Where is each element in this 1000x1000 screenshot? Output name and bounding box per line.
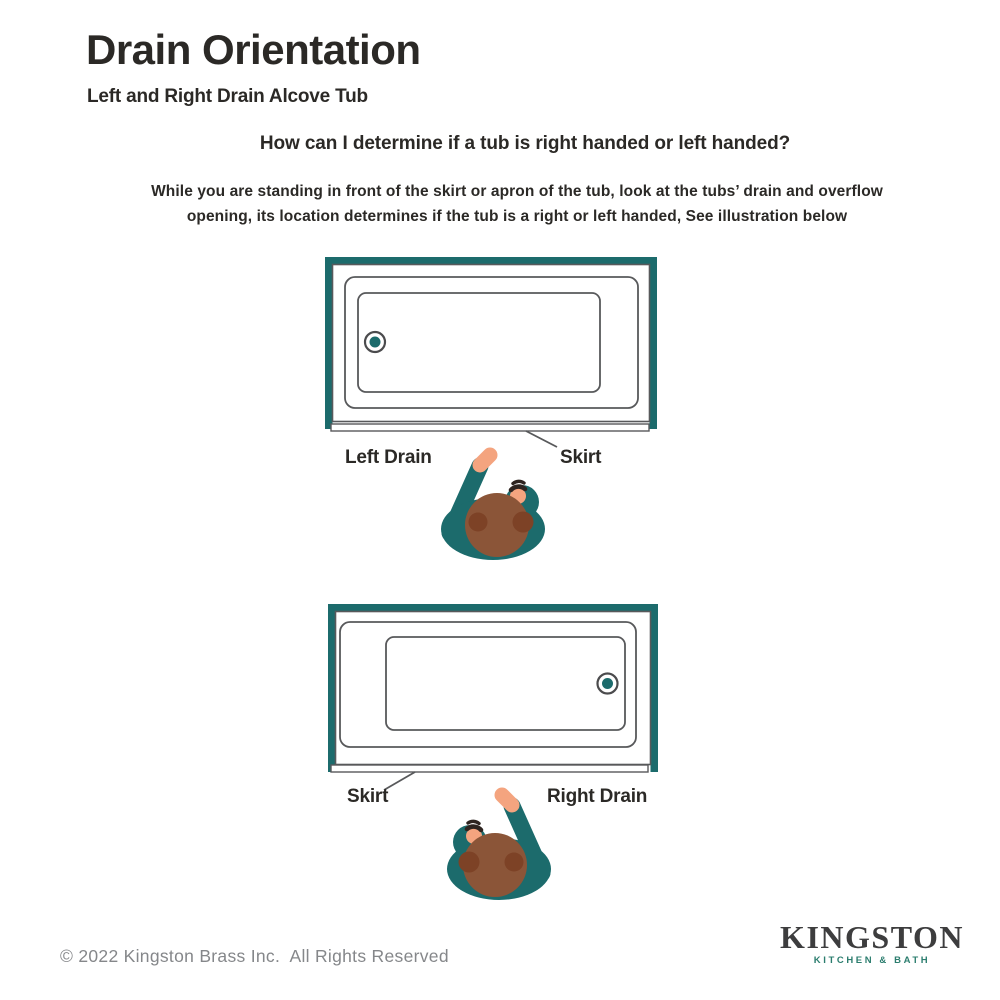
question-heading: How can I determine if a tub is right handed or left handed? — [259, 133, 791, 154]
person-figure-top — [430, 445, 570, 570]
person-hand — [480, 455, 490, 465]
intro-paragraph — [34, 179, 1000, 229]
intro-paragraph-line2: opening, its location determines if the tub is a right or left handed, See illustration below — [186, 208, 848, 225]
label-skirt-top: Skirt — [560, 447, 602, 468]
brand-wordmark: KINGSTON — [780, 919, 964, 955]
page-subtitle: Left and Right Drain Alcove Tub — [87, 86, 368, 107]
alcove-wall-left — [325, 257, 333, 429]
kingston-logo — [773, 920, 971, 966]
left-drain-tub-diagram — [300, 245, 700, 457]
alcove-wall-right — [650, 257, 658, 429]
tub-skirt — [331, 424, 649, 431]
label-skirt-bottom: Skirt — [347, 786, 389, 807]
tub-basin — [386, 637, 625, 730]
tub-basin — [358, 293, 600, 392]
person-figure-bottom — [422, 785, 562, 910]
alcove-wall-right — [651, 604, 659, 772]
right-drain-tub-diagram — [300, 592, 700, 804]
page-title: Drain Orientation — [86, 26, 421, 73]
tub-skirt — [331, 765, 648, 772]
intro-paragraph-line1: While you are standing in front of the skirt or apron of the tub, look at the tubs’ drain and overflow — [151, 183, 883, 200]
alcove-wall-top — [325, 257, 657, 265]
label-left-drain: Left Drain — [345, 447, 432, 468]
alcove-wall-left — [328, 604, 336, 772]
person-ear-left — [469, 513, 488, 532]
label-right-drain: Right Drain — [547, 786, 648, 807]
person-shape-mirrored — [447, 795, 551, 900]
person-ear-right — [513, 512, 534, 533]
alcove-wall-top — [328, 604, 658, 612]
copyright-text: © 2022 Kingston Brass Inc. All Rights Reserved — [60, 946, 449, 966]
drain-hole-icon — [370, 337, 381, 348]
drain-hole-icon — [602, 678, 613, 689]
brand-tagline: KITCHEN & BATH — [813, 955, 931, 966]
skirt-leader-line — [384, 772, 415, 790]
